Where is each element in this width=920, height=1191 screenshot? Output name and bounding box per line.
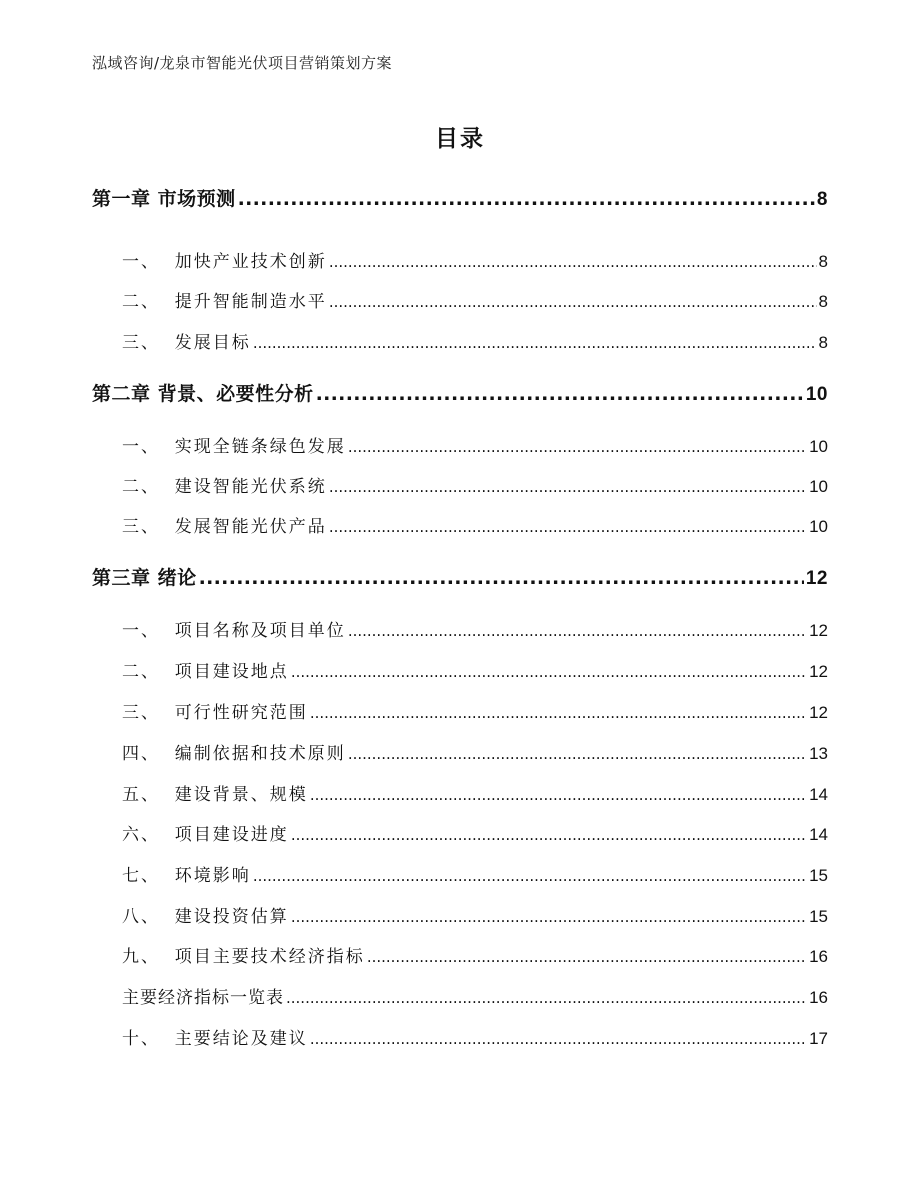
toc-entry-label: 四、 编制依据和技术原则 <box>122 744 346 764</box>
toc-page-number: 12 <box>809 621 828 640</box>
dot-leader <box>253 334 817 352</box>
toc-page-number: 10 <box>809 517 828 536</box>
toc-section[interactable] <box>92 247 828 272</box>
toc-chapter-1[interactable] <box>92 184 828 211</box>
toc-page-number: 12 <box>809 703 828 722</box>
toc-entry-label: 二、 项目建设地点 <box>122 662 289 682</box>
dot-leader <box>348 622 807 640</box>
dot-leader <box>310 786 807 804</box>
toc-section[interactable] <box>92 983 828 1008</box>
toc-page-number: 13 <box>809 744 828 763</box>
toc-page-number: 10 <box>809 437 828 456</box>
toc-entry-label: 九、 项目主要技术经济指标 <box>122 947 365 967</box>
toc-page-number: 8 <box>818 252 828 271</box>
toc-section[interactable] <box>92 942 828 967</box>
toc-entry-label: 五、 建设背景、规模 <box>122 785 308 805</box>
dot-leader <box>348 745 807 763</box>
toc-section[interactable] <box>92 616 828 641</box>
toc-page-number: 12 <box>805 568 828 589</box>
dot-leader <box>329 478 807 496</box>
toc-entry-label: 第二章 背景、必要性分析 <box>92 383 314 405</box>
toc-section[interactable] <box>92 657 828 682</box>
toc-entry-label: 二、 提升智能制造水平 <box>122 292 327 312</box>
toc-section[interactable] <box>92 780 828 805</box>
toc-page-number: 8 <box>818 333 828 352</box>
dot-leader <box>329 518 807 536</box>
toc-section[interactable] <box>92 472 828 497</box>
toc-page-number: 14 <box>809 825 828 844</box>
toc-page-number: 15 <box>809 907 828 926</box>
toc-page-number: 14 <box>809 785 828 804</box>
toc-title: 目录 <box>435 126 485 152</box>
toc-entry-label: 二、 建设智能光伏系统 <box>122 477 327 497</box>
toc-section[interactable] <box>92 328 828 353</box>
dot-leader <box>348 438 807 456</box>
toc-chapter-3[interactable] <box>92 563 828 590</box>
dot-leader <box>253 867 807 885</box>
toc-entry-label: 第三章 绪论 <box>92 567 197 589</box>
dot-leader <box>310 1030 807 1048</box>
dot-leader <box>286 989 807 1007</box>
toc-entry-label: 第一章 市场预测 <box>92 188 236 210</box>
toc-entry-label: 三、 可行性研究范围 <box>122 703 308 723</box>
toc-page-number: 16 <box>809 947 828 966</box>
toc-page-number: 17 <box>809 1029 828 1048</box>
toc-page-number: 15 <box>809 866 828 885</box>
dot-leader <box>291 663 807 681</box>
toc-section[interactable] <box>92 902 828 927</box>
dot-leader <box>291 826 807 844</box>
toc-section[interactable] <box>92 739 828 764</box>
page-header: 泓域咨询/龙泉市智能光伏项目营销策划方案 <box>92 54 393 72</box>
dot-leader <box>291 908 807 926</box>
dot-leader <box>316 383 804 405</box>
dot-leader <box>199 567 804 589</box>
dot-leader <box>329 293 817 311</box>
toc-entry-label: 六、 项目建设进度 <box>122 825 289 845</box>
toc-section[interactable] <box>92 820 828 845</box>
toc-entry-label: 一、 实现全链条绿色发展 <box>122 437 346 457</box>
toc-entry-label: 三、 发展智能光伏产品 <box>122 517 327 537</box>
toc-section[interactable] <box>92 432 828 457</box>
toc-section[interactable] <box>92 287 828 312</box>
toc-entry-label: 主要经济指标一览表 <box>122 988 284 1008</box>
dot-leader <box>367 948 807 966</box>
toc-section[interactable] <box>92 698 828 723</box>
toc-section[interactable] <box>92 512 828 537</box>
toc-page-number: 10 <box>805 384 828 405</box>
toc-page-number: 12 <box>809 662 828 681</box>
toc-page-number: 8 <box>818 292 828 311</box>
toc-entry-label: 一、 加快产业技术创新 <box>122 252 327 272</box>
toc-entry-label: 七、 环境影响 <box>122 866 251 886</box>
toc-entry-label: 八、 建设投资估算 <box>122 907 289 927</box>
dot-leader <box>310 704 807 722</box>
toc-entry-label: 一、 项目名称及项目单位 <box>122 621 346 641</box>
toc-page-number: 8 <box>816 189 828 210</box>
toc-section[interactable] <box>92 861 828 886</box>
toc-chapter-2[interactable] <box>92 379 828 406</box>
dot-leader <box>238 188 815 210</box>
toc-page-number: 16 <box>809 988 828 1007</box>
toc-entry-label: 十、 主要结论及建议 <box>122 1029 308 1049</box>
dot-leader <box>329 253 817 271</box>
toc-page-number: 10 <box>809 477 828 496</box>
toc-entry-label: 三、 发展目标 <box>122 333 251 353</box>
toc-section[interactable] <box>92 1024 828 1049</box>
